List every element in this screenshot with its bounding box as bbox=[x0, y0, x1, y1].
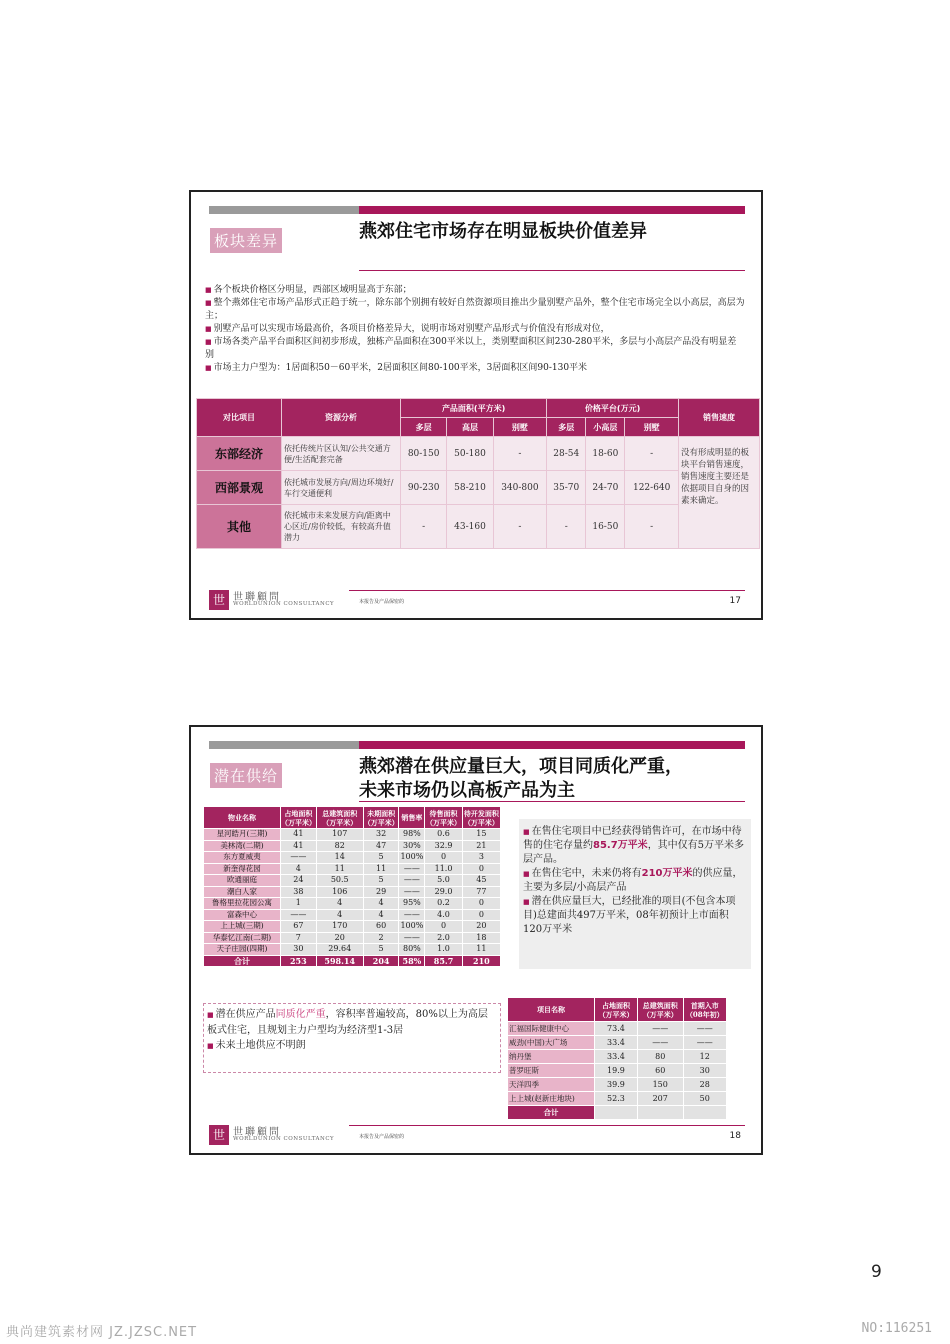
bullet-icon: ■ bbox=[523, 898, 530, 906]
col-header: 占地面积（万平米） bbox=[281, 808, 316, 827]
project-name-cell: 汇福国际健康中心 bbox=[508, 1022, 595, 1036]
table-cell: 80-150 bbox=[401, 437, 447, 471]
logo-mark-icon: 世 bbox=[209, 590, 229, 610]
project-name-cell: 天洋四季 bbox=[508, 1078, 595, 1092]
top-bar bbox=[209, 206, 745, 214]
comparison-table bbox=[196, 398, 760, 549]
table-cell: - bbox=[493, 437, 547, 471]
table-cell: 20 bbox=[316, 932, 363, 944]
project-name-cell: 合计 bbox=[204, 955, 281, 967]
col-header: 首期入市（08年初） bbox=[683, 998, 726, 1022]
bullet-icon: ■ bbox=[205, 338, 212, 346]
col-header: 对比项目 bbox=[197, 399, 282, 437]
supply-table-body bbox=[204, 829, 501, 967]
page-number: 9 bbox=[871, 1262, 882, 1282]
table-cell: 41 bbox=[281, 829, 317, 841]
table-cell: 28 bbox=[683, 1078, 726, 1092]
logo-mark-icon: 世 bbox=[209, 1125, 229, 1145]
table-cell: 7 bbox=[281, 932, 317, 944]
section-tag: 板块差异 bbox=[210, 228, 282, 253]
table-cell: 4 bbox=[363, 909, 399, 921]
table-row bbox=[508, 1050, 727, 1064]
table-cell: 253 bbox=[281, 955, 317, 967]
table-cell: 20 bbox=[462, 921, 500, 933]
table-cell: —— bbox=[281, 852, 317, 864]
table-cell: 77 bbox=[462, 886, 500, 898]
bullet-item: ■ 各个板块价格区分明显，西部区域明显高于东部； bbox=[205, 285, 412, 295]
table-cell: 67 bbox=[281, 921, 317, 933]
table-cell: —— bbox=[683, 1036, 726, 1050]
table-cell: 24-70 bbox=[586, 471, 625, 505]
project-name-cell: 星河皓月(三期) bbox=[204, 829, 281, 841]
table-cell: 35-70 bbox=[547, 471, 586, 505]
col-header: 占地面积（万平米） bbox=[595, 998, 638, 1022]
table-row bbox=[204, 875, 501, 887]
project-table-body bbox=[508, 1022, 727, 1120]
table-cell: 4 bbox=[316, 909, 363, 921]
table-cell: 80 bbox=[637, 1050, 683, 1064]
bullet-icon: ■ bbox=[205, 325, 212, 333]
table-cell: 39.9 bbox=[595, 1078, 638, 1092]
table-cell: - bbox=[401, 505, 447, 549]
table-cell: 38 bbox=[281, 886, 317, 898]
table-cell: 50 bbox=[683, 1092, 726, 1106]
table-cell: 98% bbox=[399, 829, 425, 841]
bullet-item: ■ 别墅产品可以实现市场最高价，各项目价格差异大，说明市场对别墅产品形式与价值没有形成对位， bbox=[205, 324, 610, 334]
title-divider bbox=[359, 270, 745, 271]
table-row bbox=[204, 955, 501, 967]
title-divider bbox=[359, 801, 745, 802]
table-cell: 0 bbox=[425, 852, 462, 864]
row-header: 西部景观 bbox=[197, 471, 282, 505]
col-header: 项目名称 bbox=[508, 998, 595, 1022]
table-cell: 16-50 bbox=[586, 505, 625, 549]
table-cell: 5 bbox=[363, 875, 399, 887]
table-cell: - bbox=[493, 505, 547, 549]
table-cell: 58% bbox=[399, 955, 425, 967]
col-header: 价格平台(万元) bbox=[547, 399, 679, 418]
table-cell: 21 bbox=[462, 840, 500, 852]
table-row bbox=[204, 921, 501, 933]
table-cell: 207 bbox=[637, 1092, 683, 1106]
bullet-icon: ■ bbox=[523, 870, 530, 878]
table-cell: 107 bbox=[316, 829, 363, 841]
table-cell: 15 bbox=[462, 829, 500, 841]
bullet-icon: ■ bbox=[205, 364, 212, 372]
col-header: 销售率 bbox=[399, 807, 425, 829]
table-cell: 4 bbox=[281, 863, 317, 875]
slide-17: 板块差异 燕郊住宅市场存在明显板块价值差异 ■ 各个板块价格区分明显，西部区域明显高于东部； ■ 整个燕郊住宅市场产品形式正趋于统一，除东部个别拥有较好自然资源项目推出少量别墅产品外，整个住宅市场完全以小高层，高层为主； ■ 别墅产品可以实现市场最高价，各项目价格差异大，说明市场对别墅产品形式与价值没有形成对位， ■ 市场各类产品平台面积区间初步形成，独栋产品面积在300平米以上，类别墅面积区间230-280平米，多层与小高层产品没有明显差别 ■ 市场主力户型为：1居面积50－60平米，2居面积区间80-100平米，3居面积区间90-130平米 对比项目 资源分析 产品面积(平方米) 价格平台(万元) 销售速度 多层 高层 别墅 多层 小高层 别墅 东部经济 依托传统片区认知/公共交通方便/生活配套完备 80-150 50-180 - 28-54 18-60 - 没有形成明显的板块平台销售速度，销售速度主要还是依据项目自身的因素来确定。 西部景观 依托城市发展方向/周边环境好/车行交通便利 90-230 58-210 340-800 35-70 24-70 122-640 其他 依托城市未来发展方向/距离中心区近/房价较低，有较高升值潜力 - 43-160 - - 16-50 - 世 世聯顧問 WORLDUNION CONSULTANCY 本报告及产品保密的 17 bbox=[189, 190, 763, 620]
supply-table bbox=[203, 806, 501, 967]
table-cell: 598.14 bbox=[316, 955, 363, 967]
project-name-cell: 上上城(三期) bbox=[204, 921, 281, 933]
source-cell: 依托城市未来发展方向/距离中心区近/房价较低，有较高升值潜力 bbox=[282, 505, 401, 549]
col-header: 待开发面积（万平米） bbox=[463, 808, 499, 827]
project-name-cell: 富森中心 bbox=[204, 909, 281, 921]
table-cell: 29 bbox=[363, 886, 399, 898]
project-name-cell: 天子庄园(四期) bbox=[204, 944, 281, 956]
slide-18: 潜在供给 燕郊潜在供应量巨大，项目同质化严重， 未来市场仍以高板产品为主 物业名称 占地面积（万平米） 总建筑面积（万平米） 未期面积（万平米） 销售率 待售面积（万平米） 待开发面积（万平米） 星河皓月(三期) 41 107 32 98% 0.6 15 美林湾(二期) 41 82 47 30% 32.9 21 东方夏威夷 —— 14 5 100% 0 3 新奎得花园 4 11 11 —— 11.0 0 欧通丽庭 24 50.5 5 —— 5.0 45 潮白人家 38 106 29 —— 29.0 77 鲁格里拉花园公寓 1 4 4 95% 0.2 0 富森中心 —— 4 4 —— 4.0 0 上上城(三期) 67 170 60 100% 0 20 华泰忆江南(二期) 7 20 2 —— 2.0 18 天子庄园(四期) 30 29.64 5 80% 1.0 11 合计 253 598.14 204 58% 85.7 210 ■ 在售住宅项目中已经获得销售许可，在市场中待售的住宅存量约85.7万平米，其中仅有5万平米多层产品。 ■ 在售住宅中，未来仍将有210万平米的供应量，主要为多层/小高层产品 ■ 潜在供应量巨大，已经批准的项目(不包含本项目)总建面共497万平米，08年初预计上市面积120万平米 ■ 潜在供应产品同质化严重，容积率普遍较高，80%以上为高层板式住宅，且规划主力户型均为经济型1-3居 ■ 未来土地供应不明朗 项目名称 占地面积（万平米） 总建筑面积（万平米） 首期入市（08年初） 汇福国际健康中心 73.4 —— —— 威劲(中国)大广场 33.4 —— —— 纳丹堡 33.4 80 12 普罗旺斯 19.9 60 30 天洋四季 39.9 150 28 上上城(赵新庄地块) 52.3 207 50 合计 世 世聯顧問 WORLDUNION CONSULTANCY 本报告及产品保密的 18 bbox=[189, 725, 763, 1155]
bullet-item: ■ 市场各类产品平台面积区间初步形成，独栋产品面积在300平米以上，类别墅面积区间230-280平米，多层与小高层产品没有明显差别 bbox=[205, 337, 737, 360]
table-cell bbox=[637, 1106, 683, 1120]
table-cell: 204 bbox=[363, 955, 399, 967]
table-cell: 5 bbox=[363, 944, 399, 956]
col-header: 未期面积（万平米） bbox=[363, 808, 399, 827]
table-cell: 0 bbox=[425, 921, 462, 933]
project-name-cell: 威劲(中国)大广场 bbox=[508, 1036, 595, 1050]
table-cell: 43-160 bbox=[447, 505, 493, 549]
table-cell: 11.0 bbox=[425, 863, 462, 875]
table-cell: —— bbox=[399, 875, 425, 887]
project-name-cell: 新奎得花园 bbox=[204, 863, 281, 875]
row-header: 东部经济 bbox=[197, 437, 282, 471]
table-cell: 29.0 bbox=[425, 886, 462, 898]
row-header: 其他 bbox=[197, 505, 282, 549]
table-cell: 90-230 bbox=[401, 471, 447, 505]
total-row bbox=[508, 1106, 727, 1120]
table-cell: 47 bbox=[363, 840, 399, 852]
project-table bbox=[507, 997, 727, 1120]
footer-divider bbox=[349, 1125, 745, 1126]
table-cell: 33.4 bbox=[595, 1036, 638, 1050]
table-row bbox=[508, 1022, 727, 1036]
table-row bbox=[197, 437, 760, 471]
bullet-list bbox=[205, 284, 745, 375]
table-cell: 32.9 bbox=[425, 840, 462, 852]
project-name-cell: 华泰忆江南(二期) bbox=[204, 932, 281, 944]
table-row bbox=[204, 840, 501, 852]
table-cell: 95% bbox=[399, 898, 425, 910]
table-cell: 3 bbox=[462, 852, 500, 864]
bullet-icon: ■ bbox=[205, 286, 212, 294]
table-cell: —— bbox=[399, 909, 425, 921]
table-cell: 5 bbox=[363, 852, 399, 864]
table-cell: —— bbox=[637, 1036, 683, 1050]
table-cell: 82 bbox=[316, 840, 363, 852]
confidential-note: 本报告及产品保密的 bbox=[359, 599, 405, 605]
source-cell: 依托城市发展方向/周边环境好/车行交通便利 bbox=[282, 471, 401, 505]
bullet-icon: ■ bbox=[207, 1042, 214, 1050]
table-cell: 73.4 bbox=[595, 1022, 638, 1036]
table-cell: —— bbox=[683, 1022, 726, 1036]
table-cell bbox=[683, 1106, 726, 1120]
table-cell: —— bbox=[399, 932, 425, 944]
confidential-note: 本报告及产品保密的 bbox=[359, 1134, 405, 1140]
table-row bbox=[204, 898, 501, 910]
total-label: 合计 bbox=[508, 1106, 595, 1120]
footer-divider bbox=[349, 590, 745, 591]
note-item: ■ 未来土地供应不明朗 bbox=[207, 1040, 306, 1051]
table-cell: 33.4 bbox=[595, 1050, 638, 1064]
table-cell: - bbox=[547, 505, 586, 549]
table-cell: - bbox=[625, 505, 679, 549]
table-cell: 32 bbox=[363, 829, 399, 841]
table-row bbox=[204, 863, 501, 875]
col-header: 产品面积(平方米) bbox=[401, 399, 547, 418]
table-cell: 60 bbox=[637, 1064, 683, 1078]
table-row bbox=[508, 1078, 727, 1092]
table-cell: 58-210 bbox=[447, 471, 493, 505]
note-item: ■ 潜在供应量巨大，已经批准的项目(不包含本项目)总建面共497万平米，08年初预计上市面积120万平米 bbox=[523, 896, 736, 935]
slide-number: 17 bbox=[729, 596, 741, 606]
table-cell: 0 bbox=[462, 863, 500, 875]
table-cell: 4 bbox=[316, 898, 363, 910]
table-cell bbox=[595, 1106, 638, 1120]
col-header: 销售速度 bbox=[679, 399, 760, 437]
note-item: ■ 潜在供应产品同质化严重，容积率普遍较高，80%以上为高层板式住宅，且规划主力户型均为经济型1-3居 bbox=[207, 1009, 488, 1036]
table-cell: —— bbox=[281, 909, 317, 921]
table-cell: 19.9 bbox=[595, 1064, 638, 1078]
sub-header: 别墅 bbox=[493, 418, 547, 437]
bullet-icon: ■ bbox=[205, 299, 212, 307]
sub-header: 高层 bbox=[447, 418, 493, 437]
supply-notes bbox=[519, 819, 751, 969]
table-cell: 41 bbox=[281, 840, 317, 852]
table-cell: 11 bbox=[363, 863, 399, 875]
table-cell: 45 bbox=[462, 875, 500, 887]
table-row bbox=[508, 1092, 727, 1106]
project-name-cell: 普罗旺斯 bbox=[508, 1064, 595, 1078]
table-cell: 100% bbox=[400, 921, 424, 931]
table-cell: 0.6 bbox=[425, 829, 462, 841]
slide-number: 18 bbox=[729, 1131, 741, 1141]
table-cell: 0 bbox=[462, 909, 500, 921]
bullet-icon: ■ bbox=[207, 1011, 214, 1019]
sub-header: 多层 bbox=[401, 418, 447, 437]
watermark-site: 典尚建筑素材网 JZ.JZSC.NET bbox=[6, 1325, 198, 1340]
table-cell: 60 bbox=[363, 921, 399, 933]
table-row bbox=[197, 471, 760, 505]
table-cell: 12 bbox=[683, 1050, 726, 1064]
project-name-cell: 上上城(赵新庄地块) bbox=[508, 1092, 595, 1106]
table-row bbox=[204, 829, 501, 841]
table-cell: - bbox=[625, 437, 679, 471]
table-cell: 29.64 bbox=[316, 944, 363, 956]
table-cell: 11 bbox=[462, 944, 500, 956]
table-cell: 18-60 bbox=[586, 437, 625, 471]
slide-title: 燕郊潜在供应量巨大，项目同质化严重， 未来市场仍以高板产品为主 bbox=[359, 756, 683, 801]
col-header: 总建筑面积（万平米） bbox=[316, 807, 363, 829]
table-cell: 80% bbox=[399, 944, 425, 956]
col-header: 总建筑面积（万平米） bbox=[637, 998, 683, 1022]
table-row bbox=[197, 505, 760, 549]
table-cell: 28-54 bbox=[547, 437, 586, 471]
table-cell: 4.0 bbox=[425, 909, 462, 921]
table-cell: —— bbox=[399, 886, 425, 898]
project-name-cell: 鲁格里拉花园公寓 bbox=[204, 898, 281, 910]
table-cell: 210 bbox=[462, 955, 500, 967]
table-row bbox=[204, 886, 501, 898]
bullet-icon: ■ bbox=[523, 828, 530, 836]
col-header: 物业名称 bbox=[204, 807, 281, 829]
project-name-cell: 纳丹堡 bbox=[508, 1050, 595, 1064]
table-row bbox=[204, 944, 501, 956]
table-cell: 150 bbox=[637, 1078, 683, 1092]
section-tag: 潜在供给 bbox=[210, 763, 282, 788]
sub-header: 多层 bbox=[547, 418, 586, 437]
table-cell: 340-800 bbox=[493, 471, 547, 505]
table-cell: 2 bbox=[363, 932, 399, 944]
table-cell: 50-180 bbox=[447, 437, 493, 471]
table-cell: 52.3 bbox=[595, 1092, 638, 1106]
source-cell: 依托传统片区认知/公共交通方便/生活配套完备 bbox=[282, 437, 401, 471]
bullet-item: ■ 整个燕郊住宅市场产品形式正趋于统一，除东部个别拥有较好自然资源项目推出少量别墅产品外，整个住宅市场完全以小高层，高层为主； bbox=[205, 298, 745, 321]
slide-title: 燕郊住宅市场存在明显板块价值差异 bbox=[359, 221, 647, 242]
table-cell: 5.0 bbox=[425, 875, 462, 887]
table-cell: 85.7 bbox=[425, 955, 462, 967]
table-cell: 11 bbox=[316, 863, 363, 875]
table-cell: 24 bbox=[281, 875, 317, 887]
speed-cell: 没有形成明显的板块平台销售速度，销售速度主要还是依据项目自身的因素来确定。 bbox=[679, 437, 760, 549]
table-cell: 50.5 bbox=[316, 875, 363, 887]
table-cell: 0.2 bbox=[425, 898, 462, 910]
table-cell: 30 bbox=[683, 1064, 726, 1078]
table-cell: 18 bbox=[462, 932, 500, 944]
table-cell: 170 bbox=[316, 921, 363, 933]
product-notes bbox=[203, 1003, 501, 1073]
table-cell: 106 bbox=[316, 886, 363, 898]
note-item: ■ 在售住宅中，未来仍将有210万平米的供应量，主要为多层/小高层产品 bbox=[523, 868, 743, 893]
bullet-item: ■ 市场主力户型为：1居面积50－60平米，2居面积区间80-100平米，3居面积区间90-130平米 bbox=[205, 363, 588, 373]
project-name-cell: 潮白人家 bbox=[204, 886, 281, 898]
table-cell: 100% bbox=[400, 852, 424, 862]
project-name-cell: 东方夏威夷 bbox=[204, 852, 281, 864]
table-cell: 0 bbox=[462, 898, 500, 910]
project-name-cell: 欧通丽庭 bbox=[204, 875, 281, 887]
table-cell: 30% bbox=[399, 840, 425, 852]
table-cell: —— bbox=[399, 863, 425, 875]
table-cell: —— bbox=[637, 1022, 683, 1036]
table-cell: 122-640 bbox=[625, 471, 679, 505]
note-item: ■ 在售住宅项目中已经获得销售许可，在市场中待售的住宅存量约85.7万平米，其中仅有5万平米多层产品。 bbox=[523, 826, 745, 865]
watermark-id: NO:116251 bbox=[861, 1321, 932, 1336]
table-row bbox=[508, 1064, 727, 1078]
table-cell: 2.0 bbox=[425, 932, 462, 944]
table-row bbox=[204, 909, 501, 921]
table-row bbox=[508, 1036, 727, 1050]
sub-header: 别墅 bbox=[625, 418, 679, 437]
table-cell: 30 bbox=[281, 944, 317, 956]
table-cell: 1 bbox=[281, 898, 317, 910]
table-row bbox=[204, 932, 501, 944]
table-cell: 4 bbox=[363, 898, 399, 910]
col-header: 资源分析 bbox=[282, 399, 401, 437]
sub-header: 小高层 bbox=[586, 418, 625, 437]
top-bar bbox=[209, 741, 745, 749]
table-cell: 14 bbox=[316, 852, 363, 864]
project-name-cell: 美林湾(二期) bbox=[204, 840, 281, 852]
table-row bbox=[204, 852, 501, 864]
table-cell: 1.0 bbox=[425, 944, 462, 956]
col-header: 待售面积（万平米） bbox=[426, 808, 462, 827]
